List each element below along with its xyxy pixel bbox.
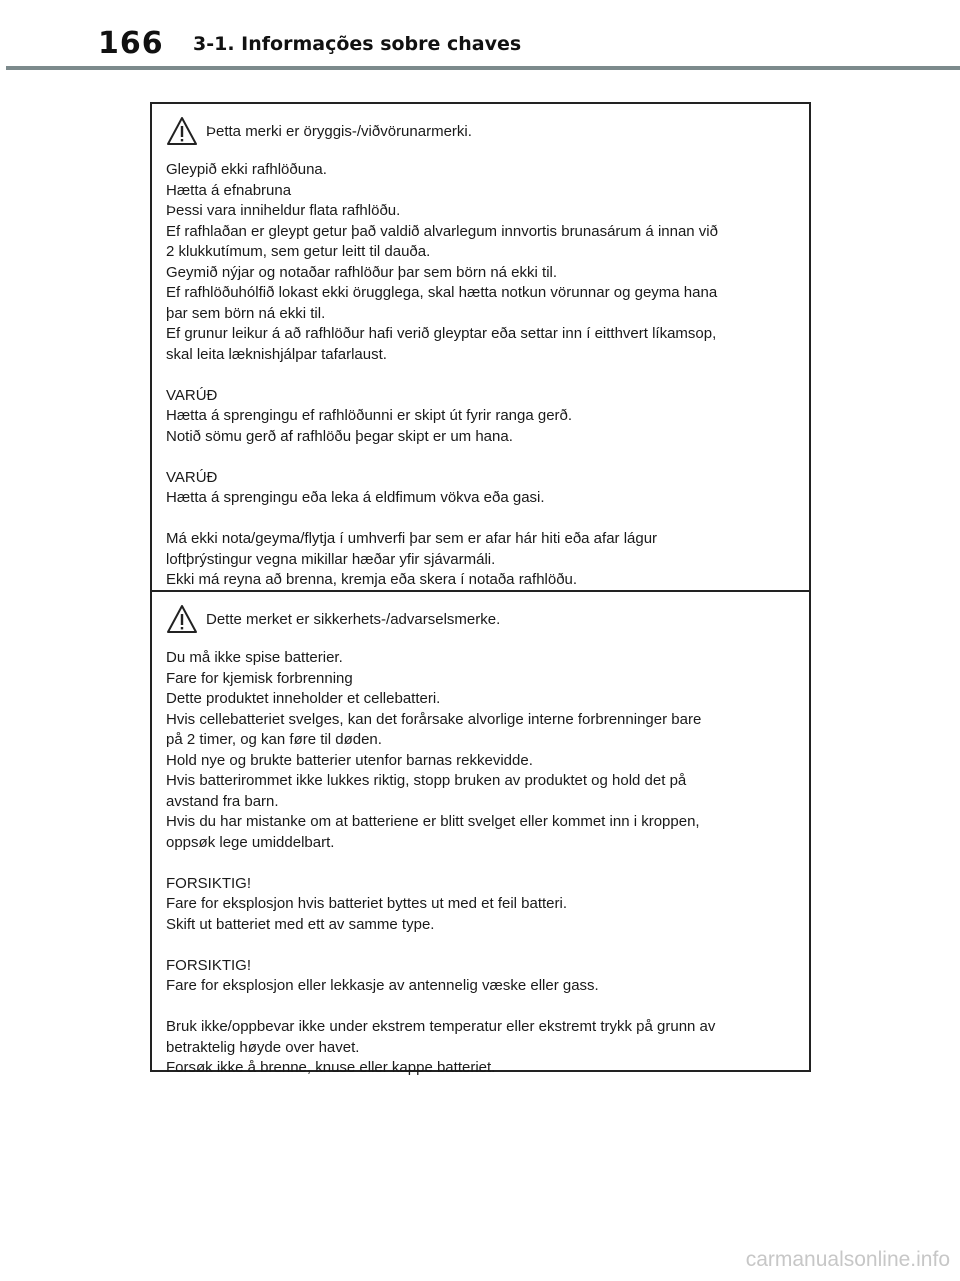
warning-triangle-icon [166, 604, 198, 634]
text-line: Ekki má reyna að brenna, kremja eða skera í notaða rafhlöðu. [166, 571, 578, 588]
text-line: Hold nye og brukte batterier utenfor barnas rekkevidde. [166, 751, 533, 769]
text-line: Hætta á efnabruna [166, 181, 292, 199]
warning-box-norwegian [150, 590, 811, 1076]
text-line: oppsøk lege umiddelbart. [166, 833, 335, 851]
text-line: Bruk ikke/oppbevar ikke under ekstrem temperatur eller ekstremt trykk på grunn av [166, 1018, 716, 1035]
text-line: på 2 timer, og kan føre til døden. [166, 731, 382, 748]
text-line: Notið sömu gerð af rafhlöðu þegar skipt er um hana. [166, 427, 513, 445]
page-number: 166 [98, 26, 164, 61]
box2-body [166, 648, 793, 1079]
text-line: Ef rafhlöðuhólfið lokast ekki örugglega, skal hætta notkun vörunnar og geyma hana [166, 284, 718, 301]
caution-heading: FORSIKTIG! [166, 874, 252, 892]
caution-heading: VARÚÐ [166, 386, 218, 404]
text-line: Fare for kjemisk forbrenning [166, 669, 353, 687]
text-line: Skift ut batteriet med ett av samme type. [166, 915, 435, 933]
warning-triangle-icon [166, 116, 198, 146]
text-line: Má ekki nota/geyma/flytja í umhverfi þar sem er afar hár hiti eða afar lágur [166, 530, 658, 547]
text-line: avstand fra barn. [166, 792, 279, 810]
warning-box-icelandic [150, 102, 811, 592]
section-title: 3-1. Informações sobre chaves [193, 33, 522, 55]
caution-heading: VARÚÐ [166, 468, 218, 486]
text-line: Ef grunur leikur á að rafhlöður hafi verið gleyptar eða settar inn í eitthvert líkamsop, [166, 325, 717, 342]
warning-header [166, 114, 793, 148]
text-line: Dette produktet inneholder et cellebatteri. [166, 690, 441, 707]
text-line: Hætta á sprengingu ef rafhlöðunni er skipt út fyrir ranga gerð. [166, 407, 573, 424]
warning-title: Þetta merki er öryggis-/viðvörunarmerki. [206, 122, 472, 140]
text-line: Hætta á sprengingu eða leka á eldfimum vökva eða gasi. [166, 489, 545, 506]
text-line: 2 klukkutímum, sem getur leitt til dauða. [166, 243, 431, 260]
text-line: Fare for eksplosjon eller lekkasje av antennelig væske eller gass. [166, 977, 599, 994]
warning-header [166, 602, 793, 636]
text-line: betraktelig høyde over havet. [166, 1038, 360, 1056]
site-watermark: carmanualsonline.info [745, 1248, 950, 1271]
page-header [0, 0, 960, 70]
text-line: Gleypið ekki rafhlöðuna. [166, 161, 327, 178]
text-line: Du må ikke spise batterier. [166, 649, 343, 666]
text-line: loftþrýstingur vegna mikillar hæðar yfir sjávarmáli. [166, 550, 496, 568]
caution-heading: FORSIKTIG! [166, 956, 252, 974]
warning-title: Dette merket er sikkerhets-/advarselsmerke. [206, 610, 501, 628]
text-line: Fare for eksplosjon hvis batteriet byttes ut med et feil batteri. [166, 895, 568, 912]
text-line: Hvis du har mistanke om at batteriene er blitt svelget eller kommet inn i kroppen, [166, 813, 700, 830]
text-line: Forsøk ikke å brenne, knuse eller kappe batteriet. [166, 1059, 496, 1076]
text-line: Ef rafhlaðan er gleypt getur það valdið alvarlegum innvortis brunasárum á innan við [166, 222, 718, 240]
text-line: Þessi vara inniheldur flata rafhlöðu. [166, 202, 401, 219]
header-rule [6, 66, 960, 70]
box1-body [166, 160, 793, 591]
text-line: þar sem börn ná ekki til. [166, 304, 326, 322]
text-line: Geymið nýjar og notaðar rafhlöður þar sem börn ná ekki til. [166, 263, 558, 281]
text-line: Hvis cellebatteriet svelges, kan det forårsake alvorlige interne forbrenninger bare [166, 710, 702, 728]
text-line: Hvis batterirommet ikke lukkes riktig, stopp bruken av produktet og hold det på [166, 772, 687, 789]
text-line: skal leita læknishjálpar tafarlaust. [166, 345, 387, 363]
